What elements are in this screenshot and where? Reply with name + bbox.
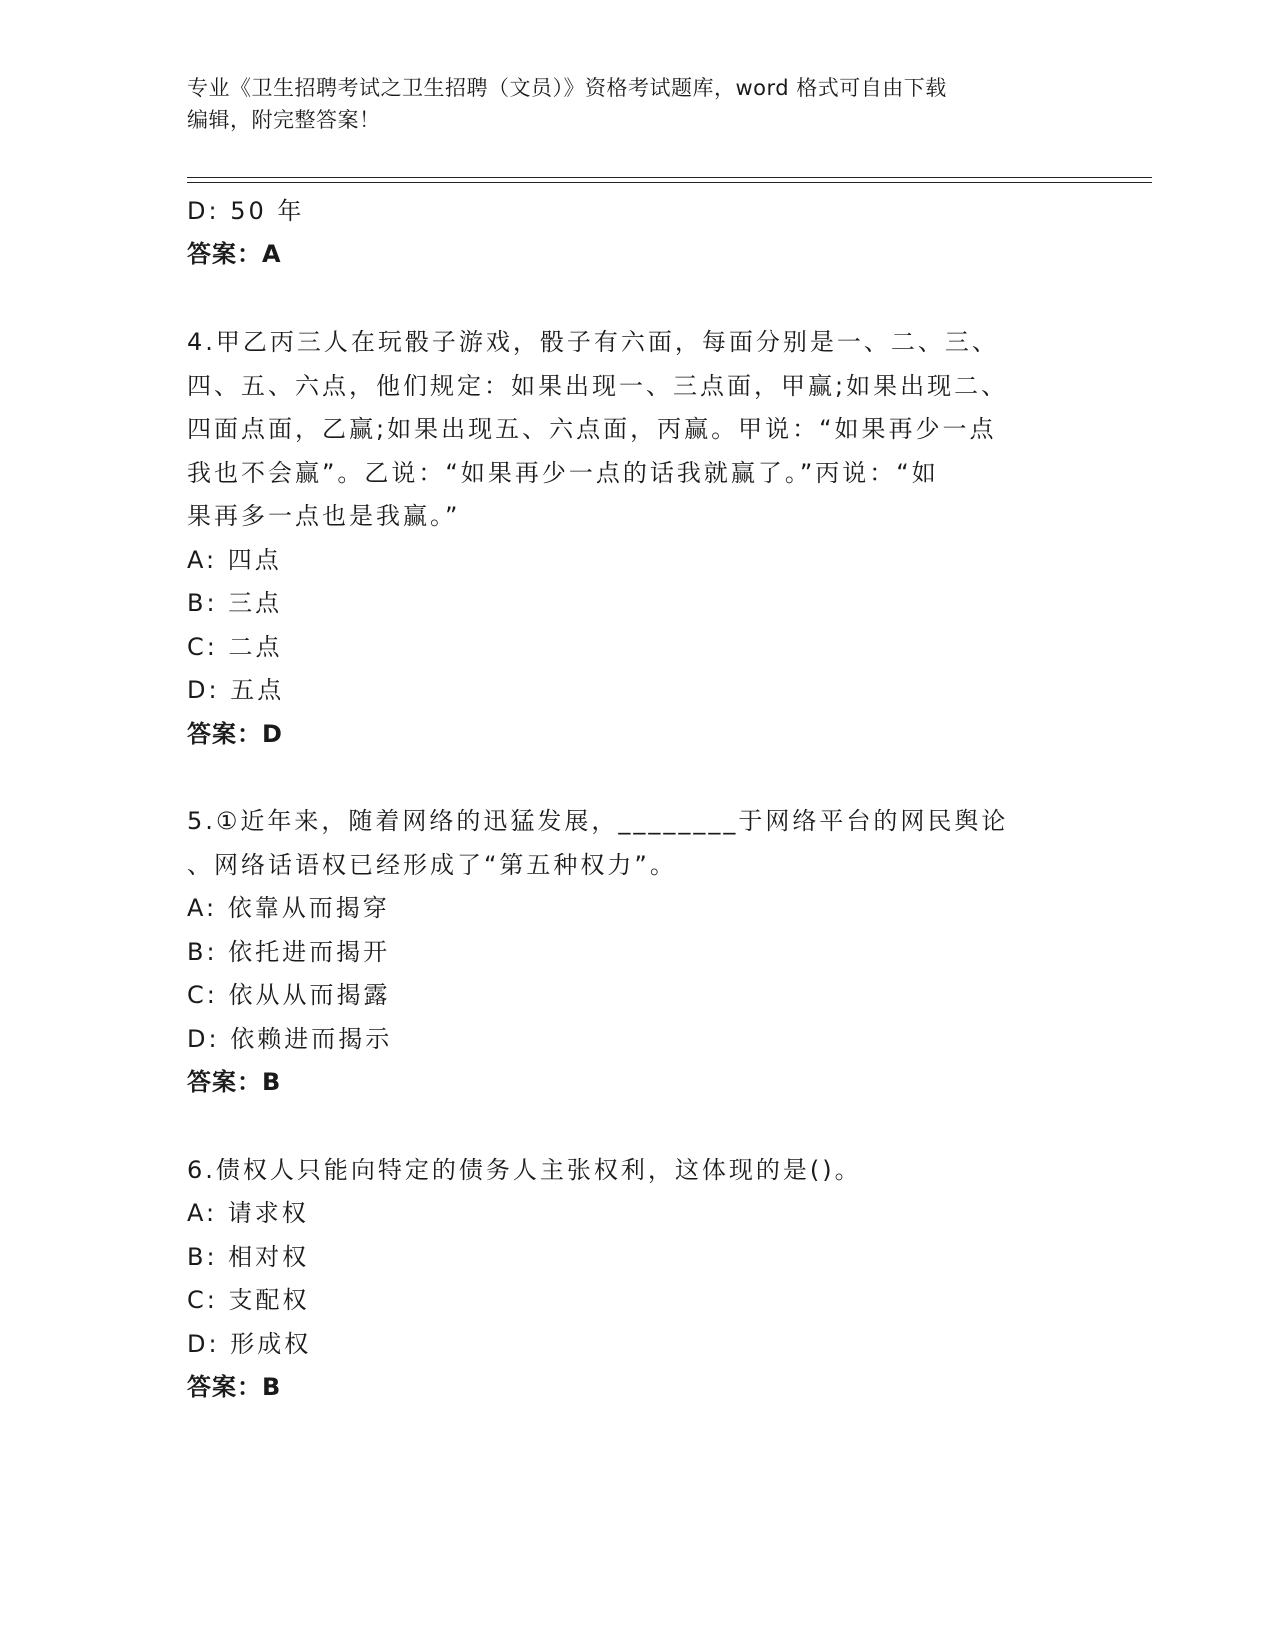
q5-option-c: C: 依从从而揭露 <box>187 981 391 1009</box>
q5-answer: 答案：B <box>187 1068 282 1096</box>
q4-stem-line-2: 四、五、六点，他们规定：如果出现一、三点面，甲赢;如果出现二、 <box>187 372 1009 400</box>
q4-option-a: A: 四点 <box>187 546 282 574</box>
q4-option-c: C: 二点 <box>187 633 283 661</box>
q5-stem-line-1: 5.①近年来，随着网络的迅猛发展，________于网络平台的网民舆论 <box>187 807 1009 835</box>
q5-stem-line-2: 、网络话语权已经形成了“第五种权力”。 <box>187 851 677 879</box>
q5-option-d: D: 依赖进而揭示 <box>187 1025 393 1053</box>
q4-stem-line-1: 4.甲乙丙三人在玩骰子游戏，骰子有六面，每面分别是一、二、三、 <box>187 328 999 356</box>
q6-option-a: A: 请求权 <box>187 1199 309 1227</box>
q6-option-b: B: 相对权 <box>187 1243 310 1271</box>
q4-answer: 答案：D <box>187 720 283 748</box>
q6-answer: 答案：B <box>187 1373 282 1401</box>
q4-option-d: D: 五点 <box>187 676 285 704</box>
q4-stem-line-5: 果再多一点也是我赢。” <box>187 502 461 530</box>
prev-option-d: D: 50 年 <box>187 197 305 225</box>
q4-stem-line-4: 我也不会赢”。乙说：“如果再少一点的话我就赢了。”丙说：“如 <box>187 459 939 487</box>
prev-answer: 答案：A <box>187 240 282 268</box>
header-line-2: 编辑，附完整答案！ <box>187 108 381 132</box>
q6-option-d: D: 形成权 <box>187 1330 312 1358</box>
q4-option-b: B: 三点 <box>187 589 283 617</box>
page-header <box>187 72 1087 136</box>
q4-stem-line-3: 四面点面，乙赢;如果出现五、六点面，丙赢。甲说：“如果再少一点 <box>187 415 997 443</box>
header-line-1: 专业《卫生招聘考试之卫生招聘（文员）》资格考试题库，word 格式可自由下载 <box>187 76 947 100</box>
q5-option-a: A: 依靠从而揭穿 <box>187 894 390 922</box>
q6-option-c: C: 支配权 <box>187 1286 310 1314</box>
header-divider-top <box>187 177 1152 178</box>
q5-option-b: B: 依托进而揭开 <box>187 938 391 966</box>
header-divider-bottom <box>187 182 1152 183</box>
q6-stem-line-1: 6.债权人只能向特定的债务人主张权利，这体现的是()。 <box>187 1156 862 1184</box>
